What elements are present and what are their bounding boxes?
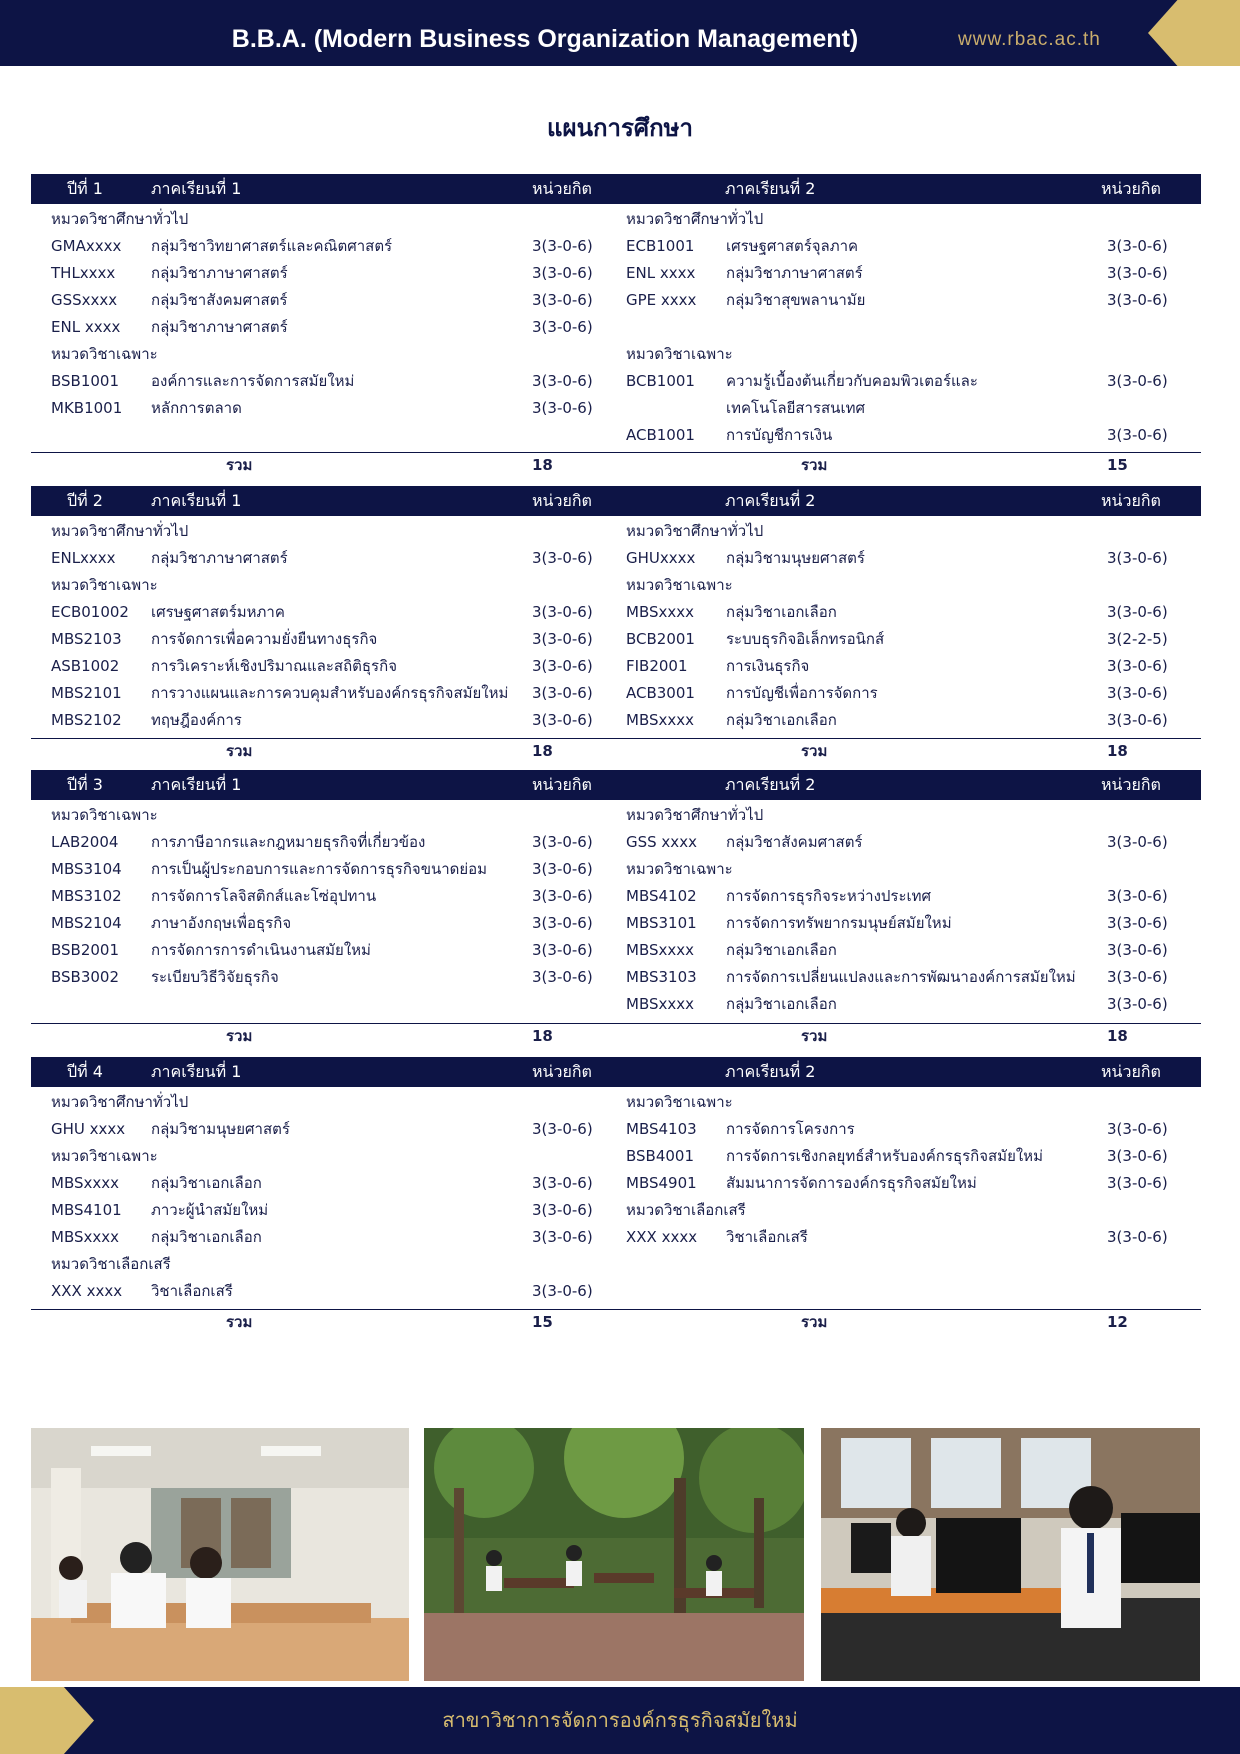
- year-header: [31, 486, 1201, 516]
- course-name: กลุ่มวิชาวิทยาศาสตร์และคณิตศาสตร์: [151, 237, 393, 255]
- course-name: หลักการตลาด: [151, 399, 242, 417]
- course-row: [626, 653, 1196, 680]
- year-courses: [31, 516, 1201, 739]
- course-name: กลุ่มวิชาเอกเลือก: [726, 711, 837, 729]
- credits-header: หน่วยกิต: [532, 1062, 592, 1081]
- course-row: [626, 287, 1196, 314]
- course-row: [626, 991, 1196, 1018]
- course-code: MBS2104: [51, 914, 122, 932]
- semester-1-label: ภาคเรียนที่ 1: [151, 491, 242, 510]
- total-label: รวม: [226, 1313, 253, 1331]
- course-credits: 3(3-0-6): [532, 372, 593, 390]
- credits-header: หน่วยกิต: [1101, 1062, 1161, 1081]
- total-row: [31, 1024, 1201, 1048]
- semester-2-label: ภาคเรียนที่ 2: [725, 1062, 816, 1081]
- course-name: กลุ่มวิชาสุขพลานามัย: [726, 291, 866, 309]
- course-row: [626, 599, 1196, 626]
- year-block: [31, 770, 1201, 1048]
- course-code: BSB3002: [51, 968, 120, 986]
- course-credits: 3(3-0-6): [1107, 426, 1168, 444]
- spacer-row: [626, 314, 1196, 341]
- course-credits: 3(3-0-6): [532, 291, 593, 309]
- year-courses: [31, 800, 1201, 1024]
- semester-1-total: 18: [532, 456, 553, 474]
- year-courses: [31, 1087, 1201, 1310]
- course-credits: 3(3-0-6): [1107, 1147, 1168, 1165]
- course-code: BCB2001: [626, 630, 695, 648]
- course-row: [626, 422, 1196, 449]
- year-block: [31, 486, 1201, 763]
- year-label: ปีที่ 1: [67, 179, 103, 198]
- course-code: MBSxxxx: [51, 1228, 119, 1246]
- course-row: [626, 910, 1196, 937]
- course-row: [626, 707, 1196, 734]
- year-header: [31, 1057, 1201, 1087]
- course-credits: 3(3-0-6): [1107, 549, 1168, 567]
- course-credits: 3(3-0-6): [532, 914, 593, 932]
- credits-header: หน่วยกิต: [1101, 775, 1161, 794]
- course-credits: 3(3-0-6): [532, 833, 593, 851]
- course-code: ACB3001: [626, 684, 695, 702]
- course-code: MBSxxxx: [626, 603, 694, 621]
- semester-1-label: ภาคเรียนที่ 1: [151, 1062, 242, 1081]
- course-name: กลุ่มวิชาสังคมศาสตร์: [151, 291, 288, 309]
- year-label: ปีที่ 4: [67, 1062, 103, 1081]
- category-heading: หมวดวิชาศึกษาทั่วไป: [626, 522, 764, 540]
- course-name: กลุ่มวิชาสังคมศาสตร์: [726, 833, 863, 851]
- course-credits: 3(3-0-6): [532, 657, 593, 675]
- course-row: [51, 910, 621, 937]
- total-label: รวม: [801, 456, 828, 474]
- course-name: เศรษฐศาสตร์มหภาค: [151, 603, 285, 621]
- course-row: [51, 1170, 621, 1197]
- course-name: การวิเคราะห์เชิงปริมาณและสถิติธุรกิจ: [151, 657, 397, 675]
- course-code: MBS4901: [626, 1174, 697, 1192]
- semester-2-total: 18: [1107, 742, 1128, 760]
- total-label: รวม: [801, 742, 828, 760]
- course-name: การจัดการโครงการ: [726, 1120, 855, 1138]
- course-code: MBS3104: [51, 860, 122, 878]
- course-credits: 3(3-0-6): [532, 684, 593, 702]
- course-name: การจัดการการดำเนินงานสมัยใหม่: [151, 941, 371, 959]
- course-name: กลุ่มวิชามนุษยศาสตร์: [726, 549, 865, 567]
- course-code: XXX xxxx: [51, 1282, 123, 1300]
- course-name: การเงินธุรกิจ: [726, 657, 810, 675]
- course-row: [626, 1143, 1196, 1170]
- semester-2-label: ภาคเรียนที่ 2: [725, 179, 816, 198]
- course-credits: 3(3-0-6): [1107, 372, 1168, 390]
- course-row: [51, 626, 621, 653]
- course-code: LAB2004: [51, 833, 119, 851]
- category-heading: หมวดวิชาศึกษาทั่วไป: [51, 1093, 189, 1111]
- year-header: [31, 770, 1201, 800]
- category-heading: หมวดวิชาเฉพาะ: [51, 1147, 158, 1165]
- course-code: ASB1002: [51, 657, 120, 675]
- course-credits: 3(3-0-6): [1107, 603, 1168, 621]
- course-code: MBS2102: [51, 711, 122, 729]
- course-name: ระเบียบวิธีวิจัยธุรกิจ: [151, 968, 279, 986]
- course-credits: 3(3-0-6): [532, 630, 593, 648]
- course-row: [51, 368, 621, 395]
- course-credits: 3(3-0-6): [532, 711, 593, 729]
- course-row: [626, 1170, 1196, 1197]
- course-name: การบัญชีเพื่อการจัดการ: [726, 684, 878, 702]
- category-heading: หมวดวิชาศึกษาทั่วไป: [51, 522, 189, 540]
- course-code: ENL xxxx: [51, 318, 121, 336]
- course-code: XXX xxxx: [626, 1228, 698, 1246]
- course-credits: 3(3-0-6): [1107, 237, 1168, 255]
- course-credits: 3(3-0-6): [532, 264, 593, 282]
- course-name: การจัดการเพื่อความยั่งยืนทางธุรกิจ: [151, 630, 378, 648]
- semester-2-courses: [626, 802, 1196, 1018]
- course-name: เทคโนโลยีสารสนเทศ: [726, 399, 865, 417]
- footer-text: สาขาวิชาการจัดการองค์กรธุรกิจสมัยใหม่: [442, 1708, 798, 1732]
- course-credits: 3(3-0-6): [1107, 291, 1168, 309]
- course-credits: 3(3-0-6): [1107, 968, 1168, 986]
- course-row: [626, 368, 1196, 395]
- course-code: MBSxxxx: [626, 711, 694, 729]
- year-block: [31, 174, 1201, 477]
- course-row: [51, 856, 621, 883]
- course-name: การจัดการโลจิสติกส์และโซ่อุปทาน: [151, 887, 377, 905]
- course-name: ภาษาอังกฤษเพื่อธุรกิจ: [151, 914, 292, 932]
- course-credits: 3(3-0-6): [532, 941, 593, 959]
- semester-1-courses: [51, 802, 621, 991]
- computer-lab-photo-icon: [821, 1428, 1200, 1681]
- course-row: [626, 545, 1196, 572]
- website-url[interactable]: www.rbac.ac.th: [958, 29, 1101, 50]
- course-credits: 3(3-0-6): [532, 1201, 593, 1219]
- category-heading: หมวดวิชาเฉพาะ: [51, 576, 158, 594]
- course-name: กลุ่มวิชาเอกเลือก: [726, 941, 837, 959]
- course-code: MBS4101: [51, 1201, 122, 1219]
- category-heading: หมวดวิชาเฉพาะ: [51, 345, 158, 363]
- course-credits: 3(3-0-6): [532, 237, 593, 255]
- course-credits: 3(2-2-5): [1107, 630, 1168, 648]
- course-credits: 3(3-0-6): [532, 887, 593, 905]
- credits-header: หน่วยกิต: [532, 179, 592, 198]
- course-name: กลุ่มวิชาเอกเลือก: [726, 603, 837, 621]
- course-name: ความรู้เบื้องต้นเกี่ยวกับคอมพิวเตอร์และ: [726, 372, 978, 390]
- course-name: การจัดการทรัพยากรมนุษย์สมัยใหม่: [726, 914, 952, 932]
- course-credits: 3(3-0-6): [1107, 264, 1168, 282]
- course-credits: 3(3-0-6): [532, 549, 593, 567]
- category-heading: หมวดวิชาเฉพาะ: [626, 1093, 733, 1111]
- category-heading: หมวดวิชาเฉพาะ: [626, 576, 733, 594]
- course-name: องค์การและการจัดการสมัยใหม่: [151, 372, 355, 390]
- course-code: MBS3101: [626, 914, 697, 932]
- course-name: เศรษฐศาสตร์จุลภาค: [726, 237, 859, 255]
- course-code: MBS3103: [626, 968, 697, 986]
- semester-2-label: ภาคเรียนที่ 2: [725, 491, 816, 510]
- course-row: [51, 545, 621, 572]
- semester-1-total: 18: [532, 1027, 553, 1045]
- course-credits: 3(3-0-6): [532, 603, 593, 621]
- course-name: วิชาเลือกเสรี: [151, 1282, 233, 1300]
- course-code: MBS2101: [51, 684, 122, 702]
- course-code: GSS xxxx: [626, 833, 697, 851]
- credits-header: หน่วยกิต: [532, 491, 592, 510]
- total-label: รวม: [801, 1313, 828, 1331]
- semester-2-total: 18: [1107, 1027, 1128, 1045]
- category-heading: หมวดวิชาเฉพาะ: [626, 345, 733, 363]
- course-name: วิชาเลือกเสรี: [726, 1228, 808, 1246]
- course-name: การวางแผนและการควบคุมสำหรับองค์กรธุรกิจสมัยใหม่: [151, 684, 509, 702]
- category-heading: หมวดวิชาเลือกเสรี: [51, 1255, 171, 1273]
- course-code: MBSxxxx: [626, 995, 694, 1013]
- course-code: MBSxxxx: [626, 941, 694, 959]
- course-name: กลุ่มวิชามนุษยศาสตร์: [151, 1120, 290, 1138]
- year-header: [31, 174, 1201, 204]
- course-code: MBS3102: [51, 887, 122, 905]
- course-name: กลุ่มวิชาภาษาศาสตร์: [151, 318, 288, 336]
- semester-1-courses: [51, 518, 621, 734]
- course-code: MBS4102: [626, 887, 697, 905]
- course-name: การภาษีอากรและกฎหมายธุรกิจที่เกี่ยวข้อง: [151, 833, 426, 851]
- course-credits: 3(3-0-6): [1107, 657, 1168, 675]
- course-row: [51, 233, 621, 260]
- course-code: THLxxxx: [51, 264, 116, 282]
- course-credits: 3(3-0-6): [1107, 1174, 1168, 1192]
- year-label: ปีที่ 3: [67, 775, 103, 794]
- semester-2-courses: [626, 1089, 1196, 1251]
- course-code: ECB01002: [51, 603, 129, 621]
- course-name: กลุ่มวิชาภาษาศาสตร์: [151, 264, 288, 282]
- course-code: GPE xxxx: [626, 291, 697, 309]
- course-credits: 3(3-0-6): [1107, 1120, 1168, 1138]
- course-row: [626, 680, 1196, 707]
- course-credits: 3(3-0-6): [532, 1282, 593, 1300]
- course-name: การบัญชีการเงิน: [726, 426, 833, 444]
- total-label: รวม: [226, 742, 253, 760]
- category-heading: หมวดวิชาเลือกเสรี: [626, 1201, 746, 1219]
- course-code: MKB1001: [51, 399, 123, 417]
- course-code: MBS4103: [626, 1120, 697, 1138]
- course-row: [626, 829, 1196, 856]
- semester-2-total: 12: [1107, 1313, 1128, 1331]
- page-title: แผนการศึกษา: [547, 114, 693, 142]
- course-row: [51, 314, 621, 341]
- course-row: [51, 883, 621, 910]
- credits-header: หน่วยกิต: [532, 775, 592, 794]
- course-credits: 3(3-0-6): [1107, 914, 1168, 932]
- course-row: [626, 233, 1196, 260]
- category-heading: หมวดวิชาเฉพาะ: [626, 860, 733, 878]
- course-name: กลุ่มวิชาภาษาศาสตร์: [151, 549, 288, 567]
- course-code: ENLxxxx: [51, 549, 116, 567]
- year-courses: [31, 204, 1201, 453]
- course-name: ภาวะผู้นำสมัยใหม่: [151, 1201, 269, 1219]
- course-name: กลุ่มวิชาภาษาศาสตร์: [726, 264, 863, 282]
- course-code: ACB1001: [626, 426, 695, 444]
- course-credits: 3(3-0-6): [532, 1228, 593, 1246]
- credits-header: หน่วยกิต: [1101, 179, 1161, 198]
- course-credits: 3(3-0-6): [532, 968, 593, 986]
- total-label: รวม: [801, 1027, 828, 1045]
- course-row: [51, 1197, 621, 1224]
- total-label: รวม: [226, 1027, 253, 1045]
- course-name: ทฤษฎีองค์การ: [151, 711, 242, 729]
- course-code: ECB1001: [626, 237, 695, 255]
- course-row: [51, 680, 621, 707]
- course-row: [51, 707, 621, 734]
- course-credits: 3(3-0-6): [532, 318, 593, 336]
- semester-2-total: 15: [1107, 456, 1128, 474]
- course-code: GHUxxxx: [626, 549, 696, 567]
- course-name: การเป็นผู้ประกอบการและการจัดการธุรกิจขนาดย่อม: [151, 860, 488, 878]
- course-name: การจัดการธุรกิจระหว่างประเทศ: [726, 887, 932, 905]
- course-row: [626, 626, 1196, 653]
- course-credits: 3(3-0-6): [1107, 887, 1168, 905]
- course-row: [51, 260, 621, 287]
- course-name: การจัดการเปลี่ยนแปลงและการพัฒนาองค์การสมัยใหม่: [726, 968, 1076, 986]
- category-heading: หมวดวิชาศึกษาทั่วไป: [626, 806, 764, 824]
- program-title: B.B.A. (Modern Business Organization Management): [231, 25, 859, 53]
- course-name: กลุ่มวิชาเอกเลือก: [726, 995, 837, 1013]
- total-row: [31, 739, 1201, 763]
- total-label: รวม: [226, 456, 253, 474]
- course-credits: 3(3-0-6): [1107, 941, 1168, 959]
- course-code: ENL xxxx: [626, 264, 696, 282]
- category-heading: หมวดวิชาศึกษาทั่วไป: [51, 210, 189, 228]
- course-credits: 3(3-0-6): [532, 1174, 593, 1192]
- semester-2-label: ภาคเรียนที่ 2: [725, 775, 816, 794]
- course-code: BCB1001: [626, 372, 695, 390]
- semester-2-courses: [626, 206, 1196, 449]
- course-credits: 3(3-0-6): [1107, 833, 1168, 851]
- course-row: [51, 1224, 621, 1251]
- semester-2-courses: [626, 518, 1196, 734]
- course-row: [51, 395, 621, 422]
- semester-1-courses: [51, 1089, 621, 1305]
- header-bar: [0, 0, 1240, 66]
- library-students-photo-icon: [31, 1428, 409, 1681]
- course-name: ระบบธุรกิจอิเล็กทรอนิกส์: [726, 630, 885, 648]
- course-row: [51, 1278, 621, 1305]
- course-code: GMAxxxx: [51, 237, 122, 255]
- course-credits: 3(3-0-6): [532, 860, 593, 878]
- course-row: [51, 599, 621, 626]
- course-code: MBS2103: [51, 630, 122, 648]
- course-row: [626, 964, 1196, 991]
- course-row: [51, 653, 621, 680]
- course-row: [51, 1116, 621, 1143]
- year-label: ปีที่ 2: [67, 491, 103, 510]
- course-code: BSB2001: [51, 941, 120, 959]
- course-name: กลุ่มวิชาเอกเลือก: [151, 1228, 262, 1246]
- course-code: FIB2001: [626, 657, 688, 675]
- semester-1-total: 15: [532, 1313, 553, 1331]
- year-block: [31, 1057, 1201, 1334]
- garden-students-photo-icon: [424, 1428, 804, 1681]
- course-name: สัมมนาการจัดการองค์กรธุรกิจสมัยใหม่: [726, 1174, 977, 1192]
- course-credits: 3(3-0-6): [1107, 684, 1168, 702]
- semester-1-courses: [51, 206, 621, 422]
- semester-1-label: ภาคเรียนที่ 1: [151, 179, 242, 198]
- semester-1-label: ภาคเรียนที่ 1: [151, 775, 242, 794]
- course-name: กลุ่มวิชาเอกเลือก: [151, 1174, 262, 1192]
- course-row: [51, 287, 621, 314]
- total-row: [31, 453, 1201, 477]
- course-credits: 3(3-0-6): [532, 1120, 593, 1138]
- course-row: [51, 937, 621, 964]
- total-row: [31, 1310, 1201, 1334]
- category-heading: หมวดวิชาเฉพาะ: [51, 806, 158, 824]
- course-code: MBSxxxx: [51, 1174, 119, 1192]
- category-heading: หมวดวิชาศึกษาทั่วไป: [626, 210, 764, 228]
- course-row: [626, 937, 1196, 964]
- course-row: [626, 883, 1196, 910]
- footer-bar: [0, 1687, 1240, 1754]
- course-row: [51, 829, 621, 856]
- course-row: [626, 260, 1196, 287]
- course-credits: 3(3-0-6): [1107, 711, 1168, 729]
- course-code: BSB1001: [51, 372, 120, 390]
- course-code: BSB4001: [626, 1147, 695, 1165]
- course-credits: 3(3-0-6): [1107, 995, 1168, 1013]
- credits-header: หน่วยกิต: [1101, 491, 1161, 510]
- course-code: GHU xxxx: [51, 1120, 126, 1138]
- course-row: [626, 1116, 1196, 1143]
- course-credits: 3(3-0-6): [532, 399, 593, 417]
- course-row: [626, 1224, 1196, 1251]
- course-row: [51, 964, 621, 991]
- semester-1-total: 18: [532, 742, 553, 760]
- course-code: GSSxxxx: [51, 291, 118, 309]
- course-row: [626, 395, 1196, 422]
- course-name: การจัดการเชิงกลยุทธ์สำหรับองค์กรธุรกิจสมัยใหม่: [726, 1147, 1043, 1165]
- course-credits: 3(3-0-6): [1107, 1228, 1168, 1246]
